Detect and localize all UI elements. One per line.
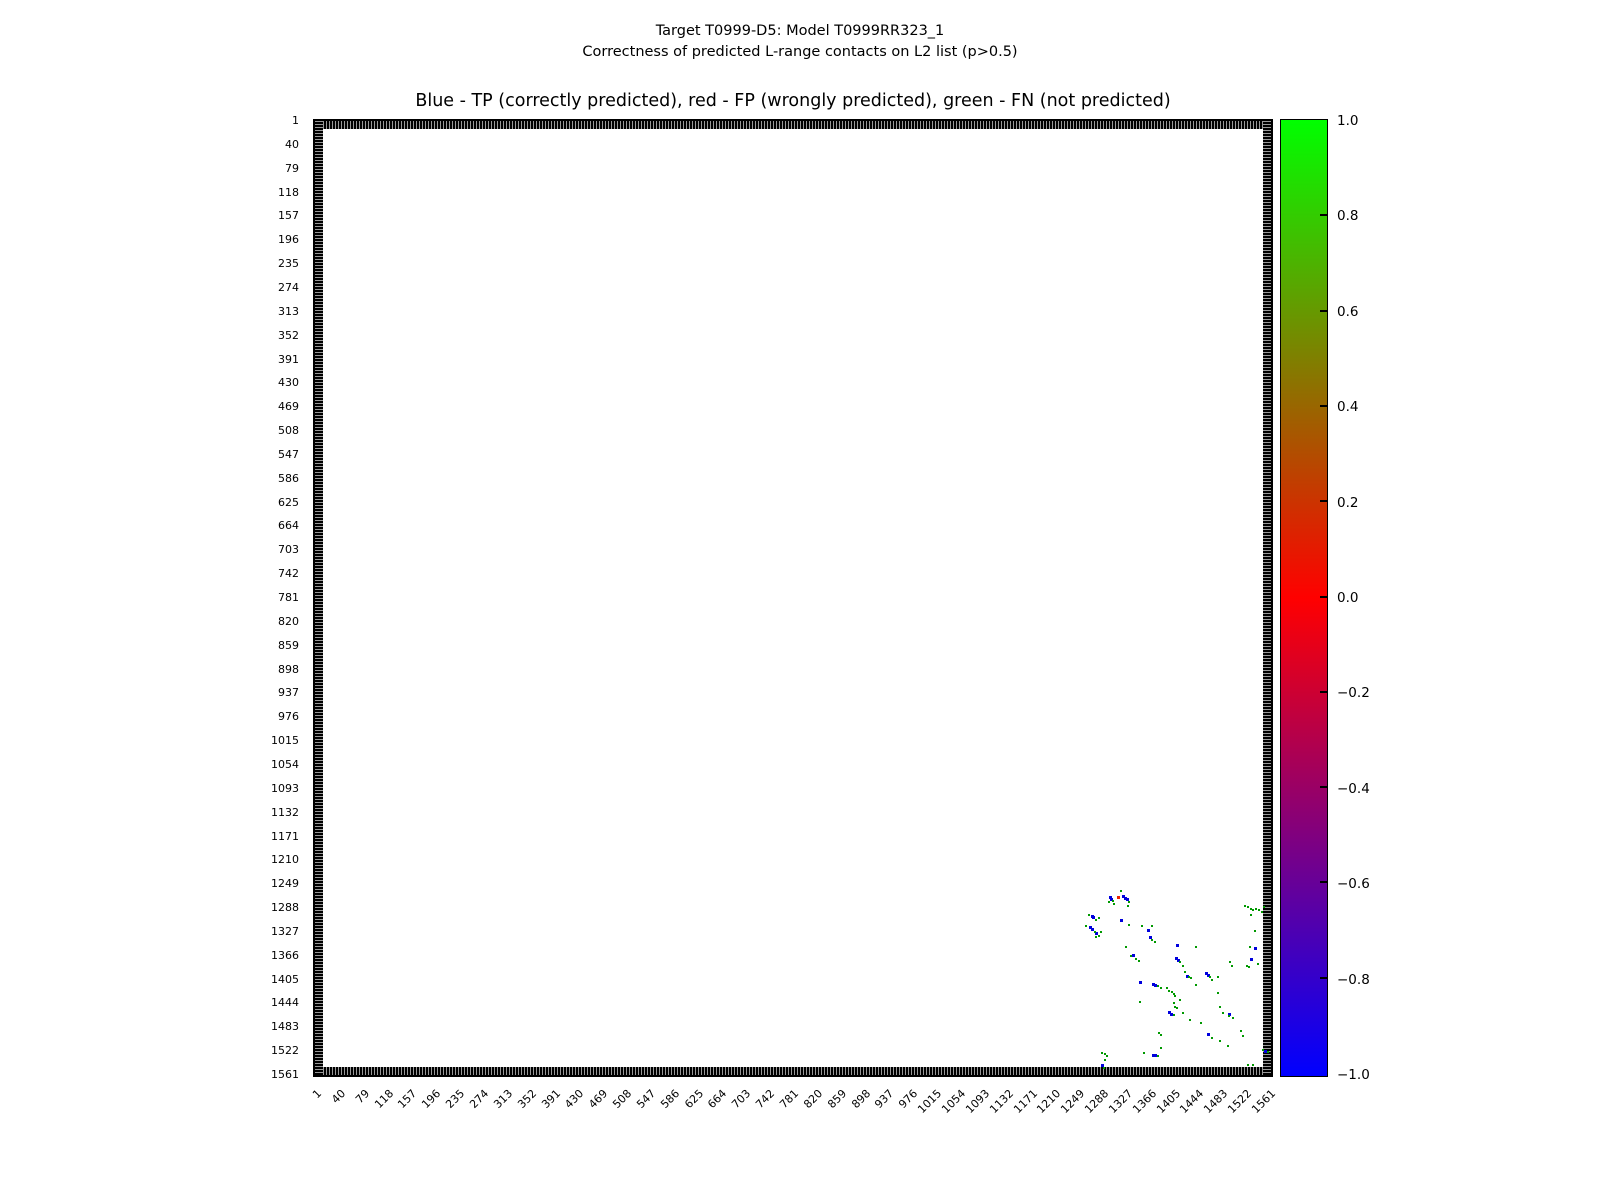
- figure-title: [0, 21, 1600, 63]
- x-axis-tick-label: 1405: [1153, 1087, 1183, 1116]
- scatter-point-fn: [1173, 1002, 1175, 1004]
- x-axis-tick-label: 1366: [1129, 1087, 1159, 1116]
- y-axis-tick-label: 1132: [271, 805, 299, 819]
- scatter-point-fn: [1229, 961, 1231, 963]
- scatter-point-fn: [1244, 905, 1246, 907]
- x-axis-tick-label: 781: [777, 1087, 802, 1112]
- y-axis-tick-label: 1015: [271, 734, 299, 748]
- x-axis-tick-label: 547: [634, 1087, 659, 1112]
- y-axis-tick-label: 1288: [271, 901, 299, 915]
- scatter-point-fp: [1117, 896, 1120, 899]
- scatter-point-fn: [1200, 1022, 1202, 1024]
- x-axis-tick-label: 1444: [1177, 1087, 1207, 1116]
- y-axis-tick-label: 898: [278, 662, 299, 676]
- colorbar-tick-label: 1.0: [1337, 113, 1359, 129]
- x-axis-tick-label: 196: [419, 1087, 444, 1112]
- y-axis-tick-label: 1366: [271, 948, 299, 962]
- y-axis-tick-label: 820: [278, 614, 299, 628]
- colorbar-tick: [1320, 214, 1327, 216]
- scatter-point-fn: [1189, 1019, 1191, 1021]
- y-axis-tick-label: 1444: [271, 996, 299, 1010]
- scatter-point-fn: [1250, 914, 1252, 916]
- scatter-point-fn: [1100, 931, 1102, 933]
- x-axis-tick-label: 937: [872, 1087, 897, 1112]
- x-axis-tick-label: 40: [328, 1087, 349, 1107]
- x-axis-tick-labels: [310, 1079, 1279, 1189]
- figure-title-line2: Correctness of predicted L-range contacts on L2 list (p>0.5): [582, 44, 1018, 60]
- y-axis-tick-label: 1171: [271, 829, 299, 843]
- scatter-point-fn: [1240, 1030, 1242, 1032]
- scatter-point-fn: [1160, 1034, 1162, 1036]
- x-axis-tick-label: 1288: [1082, 1087, 1112, 1116]
- scatter-point-fn: [1184, 971, 1186, 973]
- scatter-point-fn: [1219, 1040, 1221, 1042]
- x-axis-tick-label: 313: [490, 1087, 515, 1112]
- y-axis-tick-label: 1210: [271, 853, 299, 867]
- colorbar-tick: [1320, 881, 1327, 883]
- scatter-point-tp: [1176, 944, 1179, 947]
- y-axis-tick-label: 1093: [271, 781, 299, 795]
- y-axis-tick-label: 391: [278, 352, 299, 366]
- colorbar-tick-label: −0.4: [1337, 780, 1370, 797]
- scatter-point-tp: [1250, 958, 1253, 961]
- scatter-point-fn: [1195, 984, 1197, 986]
- scatter-point-fn: [1127, 905, 1129, 907]
- x-axis-tick-label: 1483: [1201, 1087, 1231, 1116]
- scatter-point-fn: [1248, 966, 1250, 968]
- x-axis-tick-label: 1093: [962, 1087, 992, 1116]
- scatter-point-fn: [1128, 901, 1130, 903]
- scatter-point-fn: [1139, 1001, 1141, 1003]
- scatter-point-fn: [1231, 965, 1233, 967]
- scatter-point-fn: [1179, 961, 1181, 963]
- colorbar-tick: [1320, 691, 1327, 693]
- y-axis-tick-label: 1483: [271, 1020, 299, 1034]
- y-axis-tick-label: 157: [278, 209, 299, 223]
- x-axis-tick-label: 1522: [1225, 1087, 1255, 1116]
- scatter-point-fn: [1190, 977, 1192, 979]
- x-axis-tick-label: 235: [443, 1087, 468, 1112]
- colorbar-tick-labels: [1337, 113, 1417, 1083]
- scatter-point-fn: [1101, 1052, 1103, 1054]
- scatter-point-fn: [1217, 992, 1219, 994]
- scatter-point-fn: [1113, 903, 1115, 905]
- y-axis-tick-label: 1054: [271, 757, 299, 771]
- y-axis-tick-label: 742: [278, 567, 299, 581]
- x-axis-tick-label: 976: [896, 1087, 921, 1112]
- axes-title: Blue - TP (correctly predicted), red - FP (wrongly predicted), green - FN (not predicted): [415, 91, 1171, 111]
- scatter-point-tp: [1207, 1033, 1210, 1036]
- scatter-point-fn: [1154, 941, 1156, 943]
- scatter-point-fn: [1157, 985, 1159, 987]
- x-axis-tick-label: 1054: [939, 1087, 969, 1116]
- scatter-point-fn: [1088, 914, 1090, 916]
- y-axis-tick-label: 937: [278, 686, 299, 700]
- x-axis-tick-label: 79: [352, 1087, 372, 1107]
- y-axis-tick-label: 235: [278, 257, 299, 271]
- scatter-point-fn: [1176, 1007, 1178, 1009]
- colorbar-tick: [1320, 310, 1327, 312]
- scatter-point-fn: [1254, 930, 1256, 932]
- scatter-point-fn: [1095, 919, 1097, 921]
- y-axis-tick-label: 430: [278, 376, 299, 390]
- x-axis-tick-label: 703: [729, 1087, 754, 1112]
- scatter-point-fn: [1128, 924, 1130, 926]
- colorbar-tick-label: 0.4: [1337, 399, 1359, 416]
- scatter-point-fn: [1160, 1047, 1162, 1049]
- scatter-point-fn: [1098, 935, 1100, 937]
- scatter-point-fn: [1262, 1049, 1264, 1051]
- x-axis-tick-label: 1327: [1106, 1087, 1136, 1116]
- y-axis-tick-label: 1522: [271, 1044, 299, 1058]
- scatter-layer: [315, 121, 1271, 1075]
- colorbar-tick-label: −1.0: [1337, 1067, 1370, 1083]
- x-axis-tick-label: 274: [467, 1087, 492, 1112]
- y-axis-tick-label: 1561: [271, 1068, 299, 1081]
- scatter-point-fn: [1130, 955, 1132, 957]
- y-axis-tick-label: 586: [278, 471, 299, 485]
- y-axis-tick-label: 469: [278, 400, 299, 414]
- x-axis-tick-label: 391: [538, 1087, 563, 1112]
- scatter-point-fn: [1095, 936, 1097, 938]
- scatter-point-fn: [1195, 946, 1197, 948]
- y-axis-tick-label: 1249: [271, 877, 299, 891]
- scatter-point-fn: [1151, 925, 1153, 927]
- scatter-point-fn: [1267, 1051, 1269, 1053]
- x-axis-tick-label: 859: [824, 1087, 849, 1112]
- scatter-point-tp: [1139, 981, 1142, 984]
- scatter-point-fn: [1257, 963, 1259, 965]
- scatter-point-fn: [1182, 965, 1184, 967]
- scatter-point-fn: [1157, 1055, 1159, 1057]
- y-axis-tick-label: 1327: [271, 924, 299, 938]
- scatter-point-fn: [1211, 979, 1213, 981]
- scatter-point-fn: [1143, 1052, 1145, 1054]
- scatter-point-fn: [1160, 987, 1162, 989]
- x-axis-tick-label: 625: [681, 1087, 706, 1112]
- y-axis-tick-label: 274: [278, 280, 299, 294]
- colorbar-tick: [1320, 977, 1327, 979]
- scatter-point-fn: [1108, 901, 1110, 903]
- scatter-point-fn: [1252, 1064, 1254, 1066]
- y-axis-tick-label: 1405: [271, 972, 299, 986]
- scatter-point-tp: [1254, 947, 1257, 950]
- y-axis-tick-label: 508: [278, 424, 299, 438]
- scatter-point-fn: [1141, 925, 1143, 927]
- x-axis-tick-label: 469: [586, 1087, 611, 1112]
- scatter-point-fn: [1211, 1037, 1213, 1039]
- y-axis-tick-label: 781: [278, 591, 299, 604]
- y-axis-tick-label: 625: [278, 495, 299, 509]
- colorbar-tick-label: 0.8: [1337, 208, 1359, 225]
- scatter-point-fn: [1120, 890, 1122, 892]
- x-axis-tick-label: 508: [610, 1087, 635, 1112]
- scatter-point-fn: [1252, 909, 1254, 911]
- y-axis-tick-label: 976: [278, 710, 299, 724]
- x-axis-tick-label: 1132: [986, 1087, 1016, 1116]
- y-axis-tick-label: 196: [278, 233, 299, 247]
- colorbar-tick-label: 0.2: [1337, 494, 1359, 511]
- scatter-point-fn: [1222, 1012, 1224, 1014]
- y-axis-tick-label: 703: [278, 543, 299, 557]
- y-axis-tick-label: 313: [278, 304, 299, 318]
- x-axis-tick-label: 1171: [1010, 1087, 1040, 1116]
- scatter-point-fn: [1182, 1012, 1184, 1014]
- colorbar-tick: [1320, 596, 1327, 598]
- scatter-point-fn: [1247, 906, 1249, 908]
- x-axis-tick-label: 742: [753, 1087, 778, 1112]
- colorbar: [1280, 119, 1328, 1077]
- colorbar-tick: [1320, 500, 1327, 502]
- y-axis-tick-label: 40: [285, 137, 299, 151]
- colorbar-tick-label: −0.2: [1337, 685, 1370, 702]
- scatter-point-tp: [1120, 919, 1123, 922]
- colorbar-tick-label: 0.6: [1337, 303, 1359, 320]
- scatter-point-fn: [1232, 1017, 1234, 1019]
- scatter-point-fn: [1255, 908, 1257, 910]
- x-axis-tick-label: 898: [848, 1087, 873, 1112]
- colorbar-tick-label: 0.0: [1337, 590, 1359, 606]
- scatter-point-fn: [1209, 976, 1211, 978]
- y-axis-tick-label: 352: [278, 328, 299, 342]
- x-axis-tick-label: 1561: [1249, 1087, 1279, 1116]
- x-axis-tick-label: 664: [705, 1087, 730, 1112]
- y-axis-tick-label: 547: [278, 447, 299, 461]
- y-axis-tick-label: 664: [278, 519, 299, 533]
- scatter-point-fn: [1085, 925, 1087, 927]
- scatter-point-fn: [1261, 911, 1263, 913]
- colorbar-tick-label: −0.6: [1337, 876, 1370, 893]
- colorbar-tick: [1320, 786, 1327, 788]
- scatter-point-fn: [1106, 1055, 1108, 1057]
- scatter-point-fn: [1125, 946, 1127, 948]
- scatter-point-fn: [1173, 1014, 1175, 1016]
- scatter-point-fn: [1174, 995, 1176, 997]
- x-axis-tick-label: 1015: [915, 1087, 945, 1116]
- scatter-point-fn: [1135, 958, 1137, 960]
- scatter-point-fn: [1094, 931, 1096, 933]
- y-axis-tick-label: 1: [292, 114, 299, 127]
- y-axis-tick-label: 118: [278, 185, 299, 199]
- x-axis-tick-label: 157: [395, 1087, 420, 1112]
- scatter-point-fn: [1104, 1059, 1106, 1061]
- scatter-point-fn: [1227, 1045, 1229, 1047]
- scatter-point-fn: [1249, 946, 1251, 948]
- scatter-point-tp: [1132, 954, 1135, 957]
- scatter-point-fn: [1242, 1035, 1244, 1037]
- x-axis-tick-label: 1210: [1034, 1087, 1064, 1116]
- y-axis-tick-label: 859: [278, 638, 299, 652]
- x-axis-tick-label: 1: [310, 1087, 325, 1102]
- scatter-point-fn: [1219, 1006, 1221, 1008]
- figure-title-line1: Target T0999-D5: Model T0999RR323_1: [655, 23, 945, 39]
- scatter-point-fn: [1263, 906, 1265, 908]
- scatter-point-fn: [1138, 960, 1140, 962]
- x-axis-tick-label: 820: [800, 1087, 826, 1112]
- scatter-point-fn: [1112, 900, 1114, 902]
- scatter-point-fn: [1098, 917, 1100, 919]
- scatter-point-fn: [1103, 1067, 1105, 1069]
- scatter-point-fn: [1179, 999, 1181, 1001]
- y-axis-tick-label: 79: [285, 161, 299, 175]
- x-axis-tick-label: 118: [371, 1087, 396, 1112]
- scatter-point-fn: [1228, 1015, 1230, 1017]
- x-axis-tick-label: 430: [562, 1087, 587, 1112]
- scatter-point-fn: [1247, 1064, 1249, 1066]
- x-axis-tick-label: 586: [657, 1087, 682, 1112]
- y-axis-tick-labels: [153, 114, 306, 1081]
- scatter-point-tp: [1147, 929, 1150, 932]
- colorbar-tick-label: −0.8: [1337, 971, 1370, 988]
- colorbar-tick: [1320, 405, 1327, 407]
- x-axis-tick-label: 352: [514, 1087, 539, 1112]
- x-axis-tick-label: 1249: [1058, 1087, 1088, 1116]
- scatter-point-fn: [1217, 976, 1219, 978]
